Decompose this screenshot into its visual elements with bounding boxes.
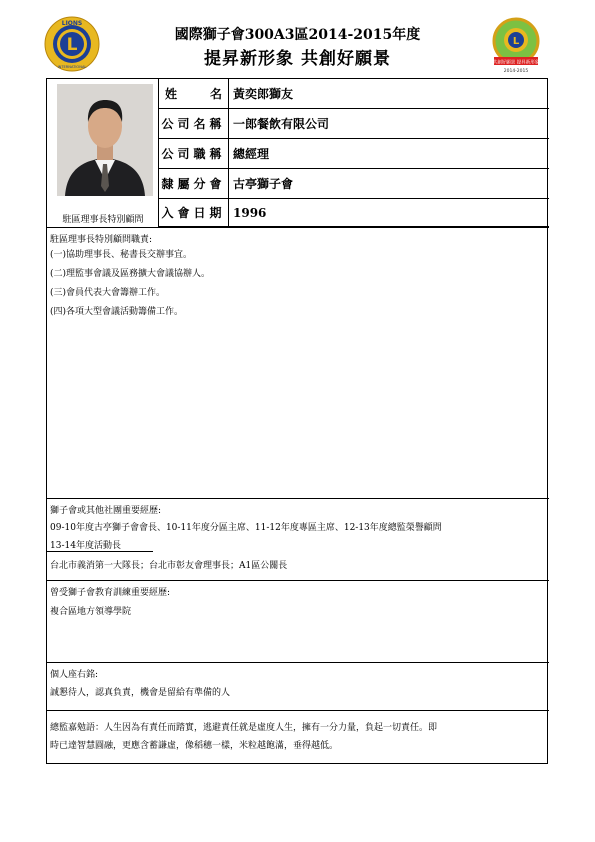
photo-cell [47,79,159,227]
duty-item: (二)理監事會議及區務擴大會議協辦人。 [50,269,211,279]
info-label: 姓 名 [159,79,229,108]
experience-line: 13-14年度活動長 [47,533,153,552]
info-row-company [159,109,549,139]
info-label: 隸屬分會 [159,169,229,198]
svg-text:INTERNATIONAL: INTERNATIONAL [57,65,87,69]
member-name: 黃奕郎獅友 [233,87,294,101]
motto-section [47,663,549,711]
training-section [47,581,549,663]
position-caption: 駐區理事長特別顧問 [62,215,144,225]
experience-section [47,499,549,581]
duties-section [47,228,549,499]
governor-line: 總監嘉勉語：人生因為有責任而踏實，逃避責任就是虛度人生，擁有一分力量，負起一切責任。即 [50,723,438,733]
experience-title: 獅子會或其他社團重要經歷: [50,506,162,516]
experience-line: 台北市義消第一大隊長；台北市彰友會理事長；A1區公關長 [50,561,288,571]
svg-text:共創好願景 提昇新形象: 共創好願景 提昇新形象 [492,60,540,66]
governor-section [47,711,549,763]
company-name: 一郎餐飲有限公司 [233,117,330,131]
lions-international-logo [44,16,100,72]
svg-text:2014-2015: 2014-2015 [503,69,529,74]
page-slogan: 提昇新形象 共創好願景 [204,49,391,69]
training-line: 複合區地方領導學院 [50,607,132,617]
info-row-title [159,139,549,169]
profile-sheet [46,78,548,764]
duty-item: (四)各項大型會議活動籌備工作。 [50,307,184,317]
duty-item: (一)協助理事長、秘書長交辦事宜。 [50,250,193,260]
duties-title: 駐區理事長特別顧問職責: [50,235,153,245]
info-label: 公司名稱 [159,109,229,138]
svg-text:L: L [66,35,78,55]
motto-line: 誠懇待人，認真負責，機會是留給有準備的人 [50,688,231,698]
duty-item: (三)會員代表大會籌辦工作。 [50,288,166,298]
svg-text:LIONS: LIONS [61,20,83,27]
motto-title: 個人座右銘: [50,670,99,680]
info-label: 入會日期 [159,199,229,226]
governor-line: 時已達智慧圓融，更應含蓄謙虛，像稻穗一樣，米粒越飽滿，垂得越低。 [50,741,339,751]
info-row-name [159,79,549,109]
page-title: 國際獅子會300A3區2014-2015年度 [174,27,421,43]
info-label: 公司職稱 [159,139,229,168]
portrait-photo [57,84,153,196]
info-row-join-date [159,199,549,227]
svg-text:L: L [512,36,520,47]
experience-line: 09-10年度古亭獅子會會長、10-11年度分區主席、11-12年度專區主席、12-13年度總監榮譽顧問 [50,523,442,533]
district-emblem-logo [490,17,542,77]
club-name: 古亭獅子會 [233,177,294,191]
info-row-club [159,169,549,199]
training-title: 曾受獅子會教育訓練重要經歷: [50,588,171,598]
join-date: 1996 [233,205,267,220]
job-title: 總經理 [233,147,270,161]
